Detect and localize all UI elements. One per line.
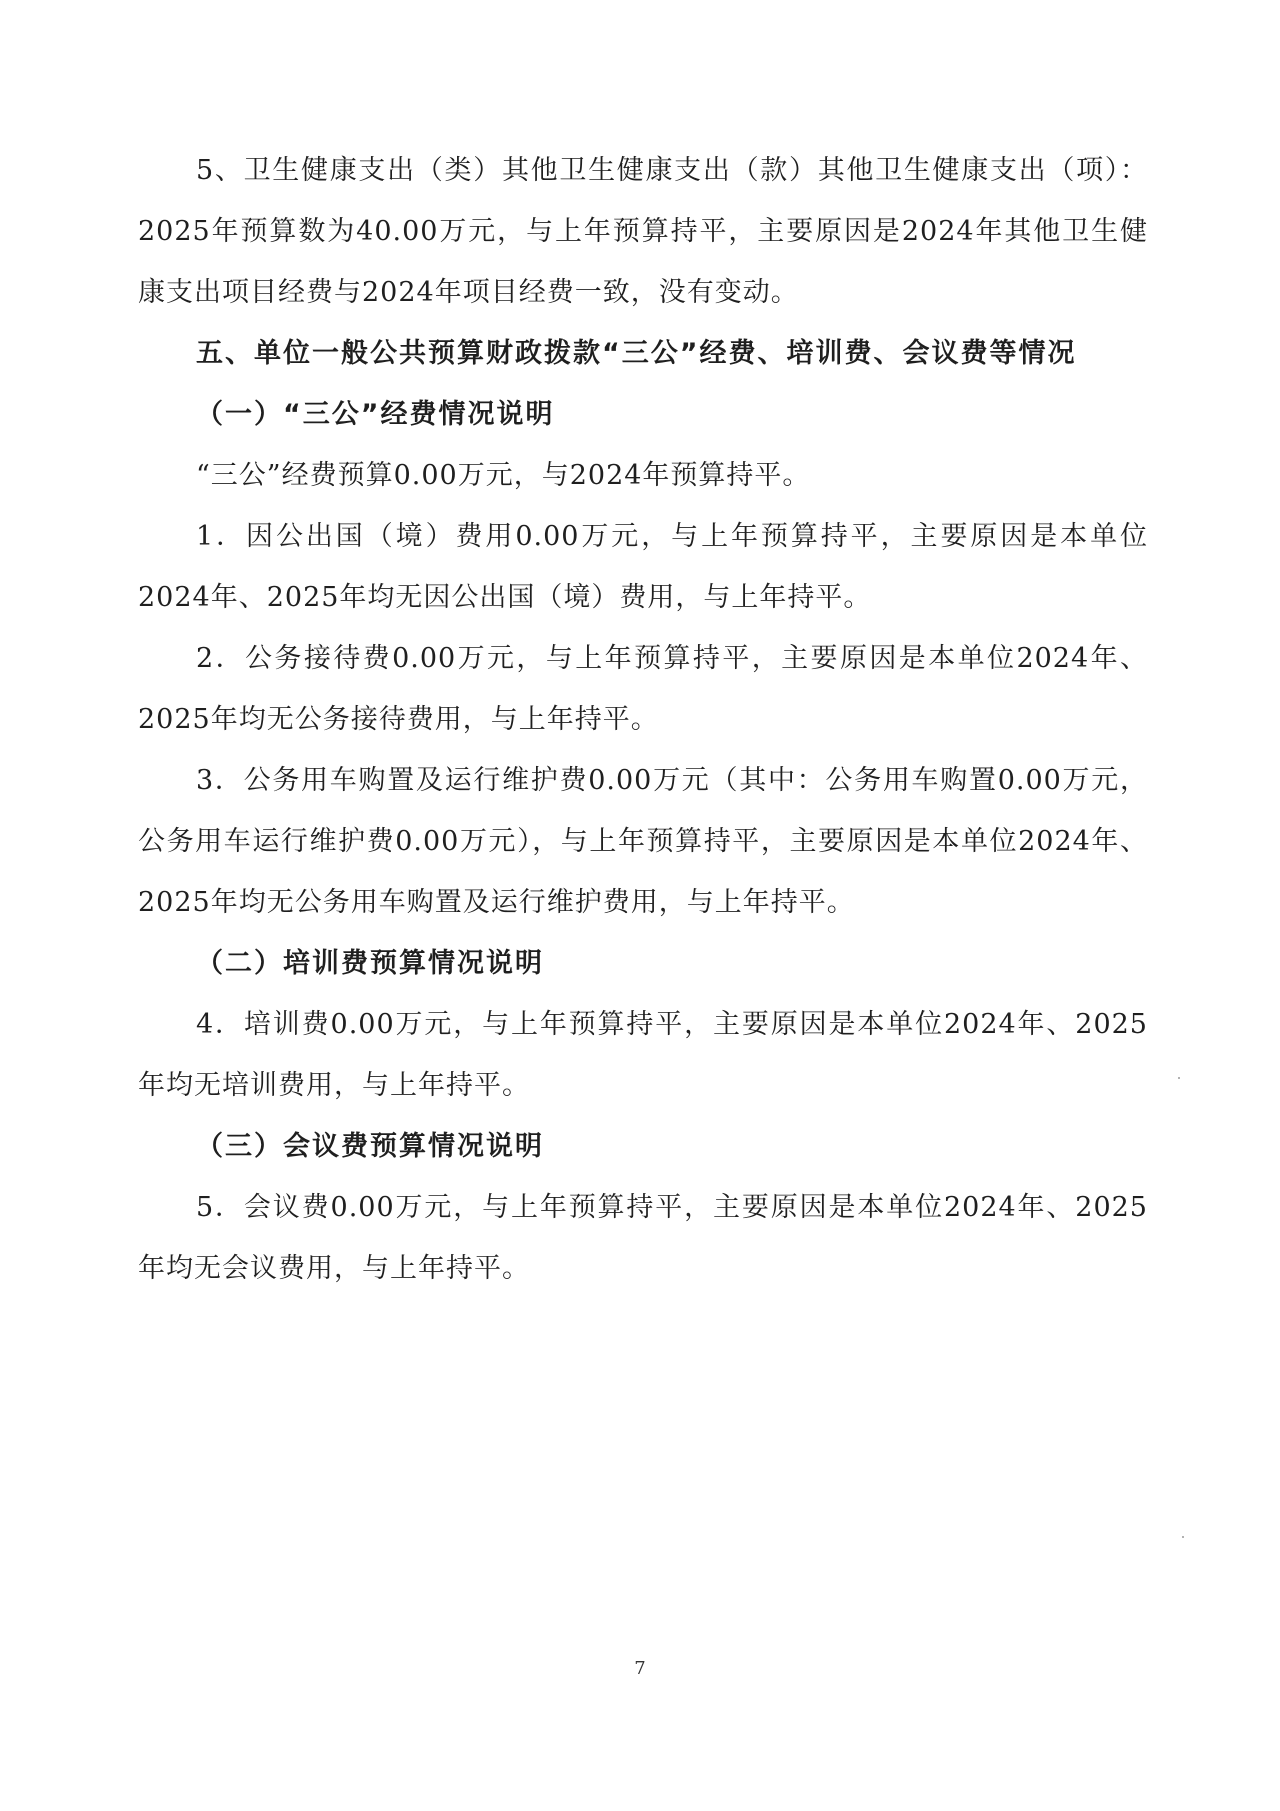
paragraph-overseas-travel: 1．因公出国（境）费用0.00万元，与上年预算持平，主要原因是本单位2024年、2025年均无因公出国（境）费用，与上年持平。 (138, 521, 1148, 613)
scan-speck (1178, 1077, 1180, 1079)
subheading-training-fee: （二）培训费预算情况说明 (196, 948, 544, 979)
page-number: 7 (634, 1658, 646, 1679)
paragraph-official-vehicles: 3．公务用车购置及运行维护费0.00万元（其中：公务用车购置0.00万元，公务用车运行维护费0.00万元），与上年预算持平，主要原因是本单位2024年、2025年均无公务用车购置及运行维护费用，与上年持平。 (138, 765, 1148, 918)
paragraph-three-public-budget: “三公”经费预算0.00万元，与2024年预算持平。 (196, 460, 811, 491)
paragraph-meeting-fee: 5．会议费0.00万元，与上年预算持平，主要原因是本单位2024年、2025年均无会议费用，与上年持平。 (138, 1192, 1148, 1284)
paragraph-health-expenditure: 5、卫生健康支出（类）其他卫生健康支出（款）其他卫生健康支出（项）：2025年预算数为40.00万元，与上年预算持平，主要原因是2024年其他卫生健康支出项目经费与2024年项目经费一致，没有变动。 (138, 155, 1148, 308)
section-heading-three-public: 五、单位一般公共预算财政拨款“三公”经费、培训费、会议费等情况 (196, 338, 1077, 369)
subheading-three-public-explanation: （一）“三公”经费情况说明 (196, 399, 555, 430)
document-body (138, 140, 1148, 1299)
scan-speck (1182, 1536, 1184, 1538)
paragraph-training-fee: 4．培训费0.00万元，与上年预算持平，主要原因是本单位2024年、2025年均无培训费用，与上年持平。 (138, 1009, 1148, 1101)
subheading-meeting-fee: （三）会议费预算情况说明 (196, 1131, 544, 1162)
paragraph-official-reception: 2．公务接待费0.00万元，与上年预算持平，主要原因是本单位2024年、2025年均无公务接待费用，与上年持平。 (138, 643, 1148, 735)
